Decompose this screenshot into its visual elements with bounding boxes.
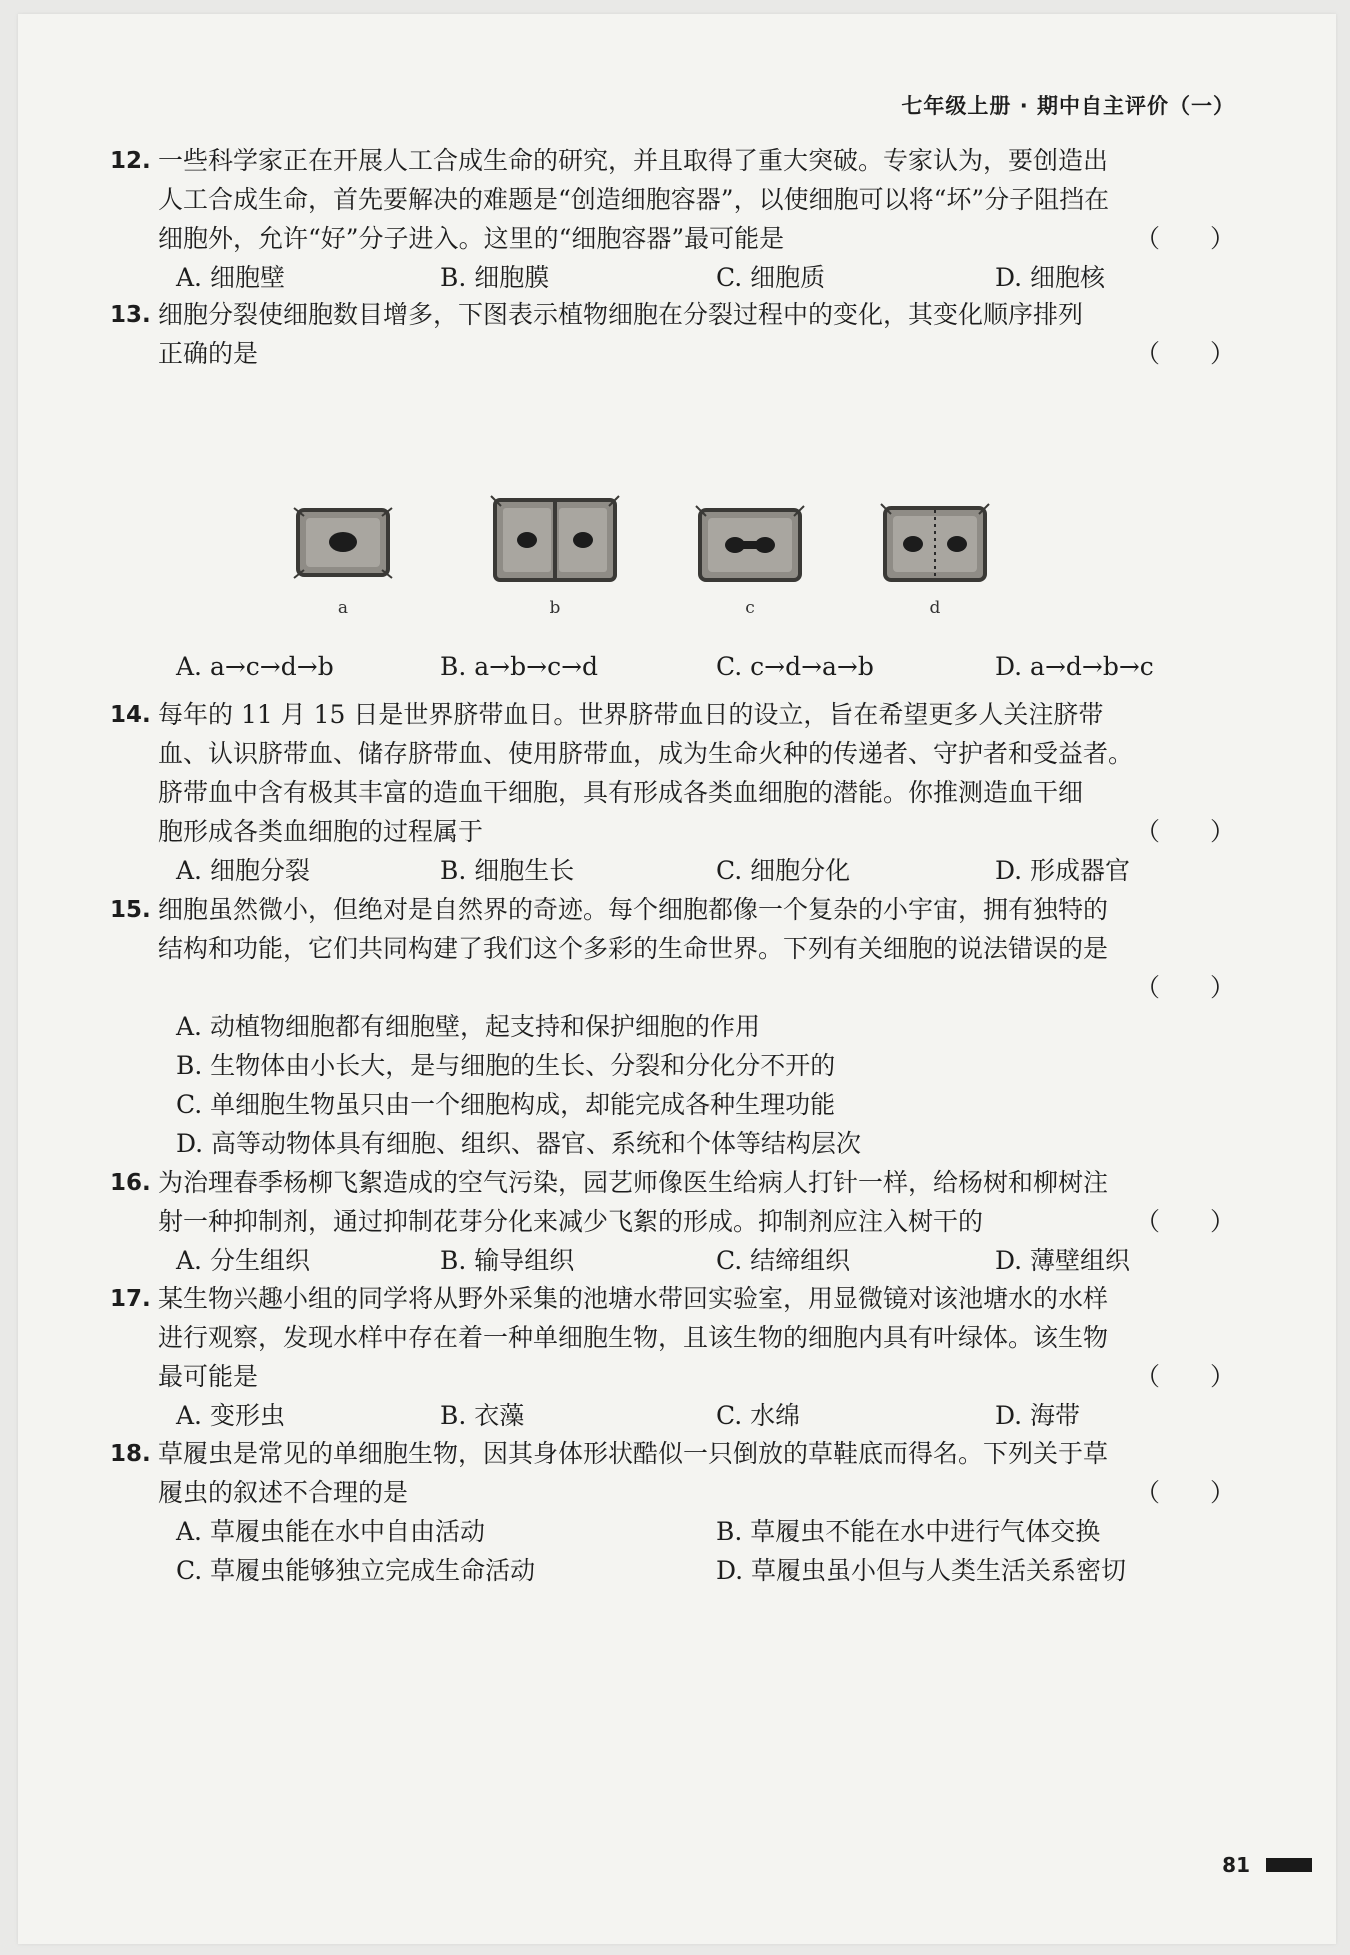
q14-text: 每年的 11 月 15 日是世界脐带血日。世界脐带血日的设立，旨在希望更多人关注脐带: [158, 700, 1104, 729]
q12-option-a: A. 细胞壁: [176, 263, 285, 292]
page-number: 81: [1222, 1853, 1250, 1877]
q15-option-c: C. 单细胞生物虽只由一个细胞构成，却能完成各种生理功能: [176, 1090, 836, 1119]
q17-option-c: C. 水绵: [716, 1401, 801, 1430]
running-header: 七年级上册 · 期中自主评价（一）: [901, 94, 1235, 118]
q17-option-a: A. 变形虫: [176, 1401, 285, 1430]
q18-option-a: A. 草履虫能在水中自由活动: [176, 1517, 485, 1546]
q13-option-d: D. a→d→b→c: [995, 652, 1154, 681]
q17-text: 最可能是: [158, 1362, 259, 1391]
cell-b-drawing: [491, 496, 619, 580]
q16-text: 射一种抑制剂，通过抑制花芽分化来减少飞絮的形成。抑制剂应注入树干的: [158, 1207, 984, 1236]
q15-text: 细胞虽然微小，但绝对是自然界的奇迹。每个细胞都像一个复杂的小宇宙，拥有独特的: [158, 895, 1109, 924]
q15-text: 结构和功能，它们共同构建了我们这个多彩的生命世界。下列有关细胞的说法错误的是: [158, 934, 1109, 963]
cell-label-d: d: [929, 598, 941, 618]
q14-text: 胞形成各类血细胞的过程属于: [158, 817, 484, 846]
q14-answer-blank: （ ）: [1134, 817, 1235, 846]
q14-option-c: C. 细胞分化: [716, 856, 851, 885]
cell-d-drawing: [881, 504, 989, 580]
q18-number: 18.: [110, 1441, 151, 1467]
cell-c-drawing: [696, 506, 804, 580]
q18-answer-blank: （ ）: [1134, 1478, 1235, 1507]
q12-option-d: D. 细胞核: [995, 263, 1106, 292]
q12-option-b: B. 细胞膜: [440, 263, 550, 292]
q13-text: 正确的是: [158, 339, 259, 368]
q13-number: 13.: [110, 302, 151, 328]
q17-text: 某生物兴趣小组的同学将从野外采集的池塘水带回实验室，用显微镜对该池塘水的水样: [158, 1284, 1109, 1313]
q12-text: 人工合成生命，首先要解决的难题是“创造细胞容器”，以使细胞可以将“坏”分子阻挡在: [158, 185, 1110, 214]
q18-option-c: C. 草履虫能够独立完成生命活动: [176, 1556, 536, 1585]
q15-number: 15.: [110, 897, 151, 923]
q12-text: 一些科学家正在开展人工合成生命的研究，并且取得了重大突破。专家认为，要创造出: [158, 146, 1109, 175]
q17-answer-blank: （ ）: [1134, 1362, 1235, 1391]
page-marker-bar: [1266, 1858, 1312, 1872]
q14-text: 血、认识脐带血、储存脐带血、使用脐带血，成为生命火种的传递者、守护者和受益者。: [158, 739, 1134, 768]
q16-option-d: D. 薄壁组织: [995, 1246, 1131, 1275]
q12-text: 细胞外，允许“好”分子进入。这里的“细胞容器”最可能是: [158, 224, 785, 253]
q16-number: 16.: [110, 1170, 151, 1196]
q17-number: 17.: [110, 1286, 151, 1312]
q16-text: 为治理春季杨柳飞絮造成的空气污染，园艺师像医生给病人打针一样，给杨树和柳树注: [158, 1168, 1109, 1197]
q14-option-a: A. 细胞分裂: [176, 856, 310, 885]
q15-option-b: B. 生物体由小长大，是与细胞的生长、分裂和分化分不开的: [176, 1051, 836, 1080]
q17-text: 进行观察，发现水样中存在着一种单细胞生物，且该生物的细胞内具有叶绿体。该生物: [158, 1323, 1109, 1352]
cell-division-drawings: [280, 470, 1080, 610]
q18-text: 草履虫是常见的单细胞生物，因其身体形状酷似一只倒放的草鞋底而得名。下列关于草: [158, 1439, 1109, 1468]
q18-option-b: B. 草履虫不能在水中进行气体交换: [716, 1517, 1101, 1546]
q15-answer-blank: （ ）: [1134, 973, 1235, 1002]
q17-option-b: B. 衣藻: [440, 1401, 525, 1430]
q14-option-b: B. 细胞生长: [440, 856, 575, 885]
q16-option-a: A. 分生组织: [176, 1246, 310, 1275]
cell-label-c: c: [745, 598, 755, 618]
q14-option-d: D. 形成器官: [995, 856, 1131, 885]
q13-option-a: A. a→c→d→b: [176, 652, 334, 681]
q13-text: 细胞分裂使细胞数目增多，下图表示植物细胞在分裂过程中的变化，其变化顺序排列: [158, 300, 1084, 329]
cell-a-drawing: [294, 508, 392, 578]
q18-text: 履虫的叙述不合理的是: [158, 1478, 409, 1507]
q12-number: 12.: [110, 148, 151, 174]
q13-answer-blank: （ ）: [1134, 339, 1235, 368]
q13-option-b: B. a→b→c→d: [440, 652, 599, 681]
q16-option-c: C. 结缔组织: [716, 1246, 851, 1275]
q15-option-d: D. 高等动物体具有细胞、组织、器官、系统和个体等结构层次: [176, 1129, 862, 1158]
cell-label-a: a: [337, 598, 349, 618]
cell-label-b: b: [549, 598, 561, 618]
q16-option-b: B. 输导组织: [440, 1246, 575, 1275]
q13-option-c: C. c→d→a→b: [716, 652, 874, 681]
q18-option-d: D. 草履虫虽小但与人类生活关系密切: [716, 1556, 1127, 1585]
cell-division-figure: [280, 470, 1080, 630]
q12-answer-blank: （ ）: [1134, 224, 1235, 253]
q16-answer-blank: （ ）: [1134, 1207, 1235, 1236]
q12-option-c: C. 细胞质: [716, 263, 826, 292]
q14-number: 14.: [110, 702, 151, 728]
q15-option-a: A. 动植物细胞都有细胞壁，起支持和保护细胞的作用: [176, 1012, 760, 1041]
q17-option-d: D. 海带: [995, 1401, 1081, 1430]
q14-text: 脐带血中含有极其丰富的造血干细胞，具有形成各类血细胞的潜能。你推测造血干细: [158, 778, 1084, 807]
